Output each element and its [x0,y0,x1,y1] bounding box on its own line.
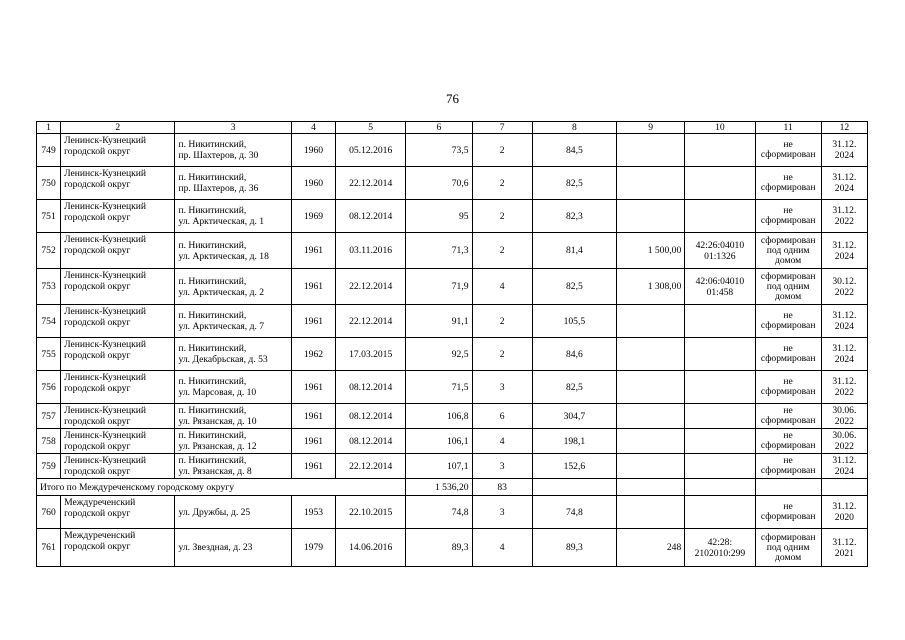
build-year: 1979 [291,529,335,567]
cadastral-number [685,404,755,429]
row-number: 758 [37,429,61,454]
address-line-1: п. Никитинский, [178,343,247,354]
address-line-1: ул. Звездная, д. 23 [178,542,253,553]
residents-count: 6 [472,404,532,429]
cadastral-number [685,338,755,371]
build-year: 1961 [291,269,335,305]
row-number: 754 [37,305,61,338]
table-row [37,529,868,567]
empty-cell [532,479,616,496]
empty-cell [617,479,685,496]
column-8-value: 152,6 [532,454,616,479]
cadastral-number [685,200,755,233]
table-row [37,454,868,479]
address [175,269,291,305]
land-plot-status [755,167,821,200]
municipality: Ленинск-Кузнецкий городской округ [61,233,175,269]
living-area: 91,1 [406,305,472,338]
column-number: 4 [291,122,335,134]
build-year: 1961 [291,404,335,429]
address [175,134,291,167]
resettlement-deadline [821,429,867,454]
address-line-2: ул. Арктическая, д. 18 [178,250,269,262]
cell-line: не [783,430,793,441]
cadastral-number [685,496,755,529]
table-row [37,305,868,338]
cadastral-line-1: 42:06:04010 [695,275,745,287]
cell-line: сформирован [760,465,816,476]
land-area: 1 308,00 [617,269,685,305]
address-line-2: ул. Рязанская, д. 12 [178,441,257,452]
column-number: 11 [755,122,821,134]
column-number: 10 [685,122,755,134]
recognition-date: 22.10.2015 [336,496,406,529]
land-area [617,200,685,233]
table-row [37,496,868,529]
cell-line: 31.12. [832,239,857,251]
living-area: 95 [406,200,472,233]
residents-count: 4 [472,269,532,305]
residents-count: 3 [472,371,532,404]
cadastral-number [685,134,755,167]
resettlement-deadline [821,496,867,529]
recognition-date: 08.12.2014 [336,404,406,429]
column-number: 12 [821,122,867,134]
table-row [37,167,868,200]
cell-line: 31.12. [832,376,857,387]
address-line-2: ул. Рязанская, д. 8 [178,466,252,477]
address-line-1: п. Никитинский, [178,205,247,216]
land-plot-status [755,454,821,479]
cell-line: 31.12. [832,310,857,321]
build-year: 1960 [291,167,335,200]
land-area [617,429,685,454]
cell-line: не [783,343,793,354]
cadastral-number [685,167,755,200]
column-number: 7 [472,122,532,134]
land-plot-status [755,305,821,338]
land-area [617,134,685,167]
land-area [617,454,685,479]
land-plot-status [755,338,821,371]
empty-cell [755,479,821,496]
address-line-1: п. Никитинский, [178,430,247,441]
address-line-2: пр. Шахтеров, д. 30 [178,150,259,161]
living-area: 71,9 [406,269,472,305]
cell-line: не [783,139,793,150]
municipality: Ленинск-Кузнецкий городской округ [61,371,175,404]
row-number: 759 [37,454,61,479]
land-plot-status [755,134,821,167]
cadastral-number [685,305,755,338]
cell-line: под одним [766,541,810,553]
cell-line: 2020 [834,512,854,523]
cell-line: 2022 [834,216,854,227]
cell-line: 31.12. [832,172,857,183]
cell-line: 31.12. [832,536,857,548]
land-area: 1 500,00 [617,233,685,269]
municipality: Ленинск-Кузнецкий городской округ [61,429,175,454]
cell-line: 2022 [834,286,854,298]
column-number: 8 [532,122,616,134]
column-8-value: 82,5 [532,167,616,200]
cell-line: 2024 [834,466,854,477]
cell-line: 30.06. [832,430,857,441]
land-area [617,167,685,200]
table-row [37,269,868,305]
residents-count: 2 [472,134,532,167]
cell-line: 31.12. [832,501,857,512]
row-number: 753 [37,269,61,305]
column-8-value: 105,5 [532,305,616,338]
column-8-value: 198,1 [532,429,616,454]
cell-line: 2022 [834,387,854,398]
land-area [617,371,685,404]
column-number: 1 [37,122,61,134]
address-line-2: ул. Арктическая, д. 1 [178,216,265,227]
column-8-value: 84,6 [532,338,616,371]
address-line-1: п. Никитинский, [178,172,247,183]
residents-count: 3 [472,454,532,479]
row-number: 757 [37,404,61,429]
recognition-date: 22.12.2014 [336,454,406,479]
land-plot-status [755,496,821,529]
column-number: 2 [61,122,175,134]
cell-line: сформирован [760,270,816,282]
cell-line: сформирован [760,386,816,397]
residents-count: 4 [472,429,532,454]
column-number: 3 [175,122,291,134]
address-line-1: п. Никитинский, [178,376,247,387]
page-number: 76 [446,91,459,106]
cell-line: сформирован [760,353,816,364]
land-plot-status [755,529,821,567]
resettlement-deadline [821,404,867,429]
cell-line: не [783,310,793,321]
residents-count: 2 [472,167,532,200]
build-year: 1961 [291,371,335,404]
resettlement-deadline [821,454,867,479]
land-area: 248 [617,529,685,567]
cell-line: сформирован [760,511,816,522]
cell-line: 2022 [834,416,854,427]
build-year: 1961 [291,233,335,269]
land-plot-status [755,429,821,454]
cell-line: 2024 [834,321,854,332]
cell-line: домом [775,551,802,563]
resettlement-deadline [821,200,867,233]
cell-line: сформирован [760,415,816,426]
cell-line: под одним [766,244,810,256]
cell-line: 2022 [834,441,854,452]
residents-count: 2 [472,338,532,371]
table-row [37,429,868,454]
cell-line: сформирован [760,215,816,226]
municipality: Междуреченский городской округ [61,496,175,529]
subtotal-count: 83 [472,479,532,496]
municipality: Ленинск-Кузнецкий городской округ [61,305,175,338]
column-number-row [37,122,868,134]
cell-line: не [783,455,793,466]
cell-line: домом [775,290,802,302]
address [175,200,291,233]
cadastral-line-2: 01:1326 [704,250,736,262]
cell-line: не [783,501,793,512]
build-year: 1969 [291,200,335,233]
cell-line: 31.12. [832,205,857,216]
row-number: 756 [37,371,61,404]
table-row [37,404,868,429]
resettlement-deadline [821,305,867,338]
cell-line: сформирован [760,320,816,331]
address [175,529,291,567]
cadastral-number [685,454,755,479]
land-area [617,305,685,338]
cell-line: сформирован [760,234,816,246]
living-area: 71,5 [406,371,472,404]
land-area [617,338,685,371]
residents-count: 3 [472,496,532,529]
cell-line: 2024 [834,354,854,365]
living-area: 106,8 [406,404,472,429]
table-row [37,233,868,269]
cell-line: 2024 [834,250,854,262]
address [175,167,291,200]
resettlement-deadline [821,371,867,404]
cadastral-number [685,269,755,305]
build-year: 1961 [291,429,335,454]
land-plot-status [755,269,821,305]
cell-line: не [783,172,793,183]
cell-line: 2021 [834,547,854,559]
address-line-1: п. Никитинский, [178,275,247,287]
living-area: 71,3 [406,233,472,269]
table-row [37,371,868,404]
column-8-value: 304,7 [532,404,616,429]
table-row [37,338,868,371]
recognition-date: 08.12.2014 [336,429,406,454]
land-plot-status [755,200,821,233]
cadastral-line-2: 01:458 [706,286,734,298]
row-number: 750 [37,167,61,200]
subtotal-row [37,479,868,496]
recognition-date: 22.12.2014 [336,269,406,305]
cell-line: сформирован [760,149,816,160]
row-number: 761 [37,529,61,567]
recognition-date: 22.12.2014 [336,167,406,200]
address [175,371,291,404]
address [175,496,291,529]
cadastral-line-1: 42:28: [707,536,733,548]
municipality: Ленинск-Кузнецкий городской округ [61,338,175,371]
living-area: 73,5 [406,134,472,167]
municipality: Ленинск-Кузнецкий городской округ [61,269,175,305]
row-number: 749 [37,134,61,167]
cadastral-number [685,233,755,269]
address [175,233,291,269]
land-plot-status [755,233,821,269]
column-number: 9 [617,122,685,134]
row-number: 751 [37,200,61,233]
recognition-date: 08.12.2014 [336,371,406,404]
residents-count: 2 [472,233,532,269]
cell-line: сформирован [760,182,816,193]
municipality: Ленинск-Кузнецкий городской округ [61,200,175,233]
recognition-date: 08.12.2014 [336,200,406,233]
row-number: 760 [37,496,61,529]
cell-line: 31.12. [832,343,857,354]
address-line-2: ул. Рязанская, д. 10 [178,416,257,427]
residents-count: 2 [472,200,532,233]
build-year: 1960 [291,134,335,167]
address-line-2: ул. Марсовая, д. 10 [178,387,257,398]
address-line-1: п. Никитинский, [178,310,247,321]
land-plot-status [755,404,821,429]
resettlement-deadline [821,269,867,305]
cell-line: 30.12. [832,275,857,287]
living-area: 74,8 [406,496,472,529]
recognition-date: 05.12.2016 [336,134,406,167]
cell-line: 31.12. [832,455,857,466]
municipality: Ленинск-Кузнецкий городской округ [61,134,175,167]
resettlement-deadline [821,134,867,167]
column-8-value: 74,8 [532,496,616,529]
subtotal-area: 1 536,20 [406,479,472,496]
municipality: Ленинск-Кузнецкий городской округ [61,454,175,479]
cell-line: 30.06. [832,405,857,416]
address-line-1: п. Никитинский, [178,455,247,466]
cell-line: сформирован [760,531,816,543]
address-line-2: пр. Шахтеров, д. 36 [178,183,259,194]
municipality: Ленинск-Кузнецкий городской округ [61,404,175,429]
empty-cell [821,479,867,496]
cell-line: не [783,376,793,387]
subtotal-label: Итого по Междуреченскому городскому округу [37,479,406,496]
cell-line: 2024 [834,183,854,194]
build-year: 1953 [291,496,335,529]
address-line-2: ул. Декабрьская, д. 53 [178,354,268,365]
column-8-value: 82,5 [532,269,616,305]
resettlement-deadline [821,529,867,567]
residents-count: 2 [472,305,532,338]
recognition-date: 14.06.2016 [336,529,406,567]
living-area: 106,1 [406,429,472,454]
resettlement-deadline [821,167,867,200]
column-number: 6 [406,122,472,134]
cell-line: не [783,405,793,416]
column-8-value: 89,3 [532,529,616,567]
cadastral-number [685,529,755,567]
table-row [37,200,868,233]
recognition-date: 03.11.2016 [336,233,406,269]
living-area: 70,6 [406,167,472,200]
recognition-date: 22.12.2014 [336,305,406,338]
address-line-1: ул. Дружбы, д. 25 [178,506,251,518]
cell-line: сформирован [760,440,816,451]
land-plot-status [755,371,821,404]
recognition-date: 17.03.2015 [336,338,406,371]
column-8-value: 84,5 [532,134,616,167]
address [175,429,291,454]
address-line-1: п. Никитинский, [178,239,247,251]
living-area: 89,3 [406,529,472,567]
cadastral-line-1: 42:26:04010 [695,239,745,251]
cell-line: домом [775,254,802,266]
address [175,338,291,371]
municipality: Междуреченский городской округ [61,529,175,567]
resettlement-deadline [821,338,867,371]
address [175,305,291,338]
resettlement-deadline [821,233,867,269]
address-line-1: п. Никитинский, [178,139,247,150]
municipality: Ленинск-Кузнецкий городской округ [61,167,175,200]
cadastral-line-2: 2102010:299 [694,547,746,559]
cadastral-number [685,429,755,454]
cadastral-number [685,371,755,404]
living-area: 92,5 [406,338,472,371]
housing-register-table [36,121,868,567]
land-area [617,404,685,429]
column-8-value: 82,5 [532,371,616,404]
cell-line: под одним [766,280,810,292]
row-number: 755 [37,338,61,371]
table-row [37,134,868,167]
build-year: 1961 [291,454,335,479]
row-number: 752 [37,233,61,269]
column-8-value: 81,4 [532,233,616,269]
cell-line: не [783,205,793,216]
column-number: 5 [336,122,406,134]
land-area [617,496,685,529]
column-8-value: 82,3 [532,200,616,233]
build-year: 1962 [291,338,335,371]
cell-line: 2024 [834,150,854,161]
address [175,454,291,479]
residents-count: 4 [472,529,532,567]
empty-cell [685,479,755,496]
build-year: 1961 [291,305,335,338]
address-line-1: п. Никитинский, [178,405,247,416]
address-line-2: ул. Арктическая, д. 7 [178,321,265,332]
address [175,404,291,429]
living-area: 107,1 [406,454,472,479]
address-line-2: ул. Арктическая, д. 2 [178,286,265,298]
cell-line: 31.12. [832,139,857,150]
